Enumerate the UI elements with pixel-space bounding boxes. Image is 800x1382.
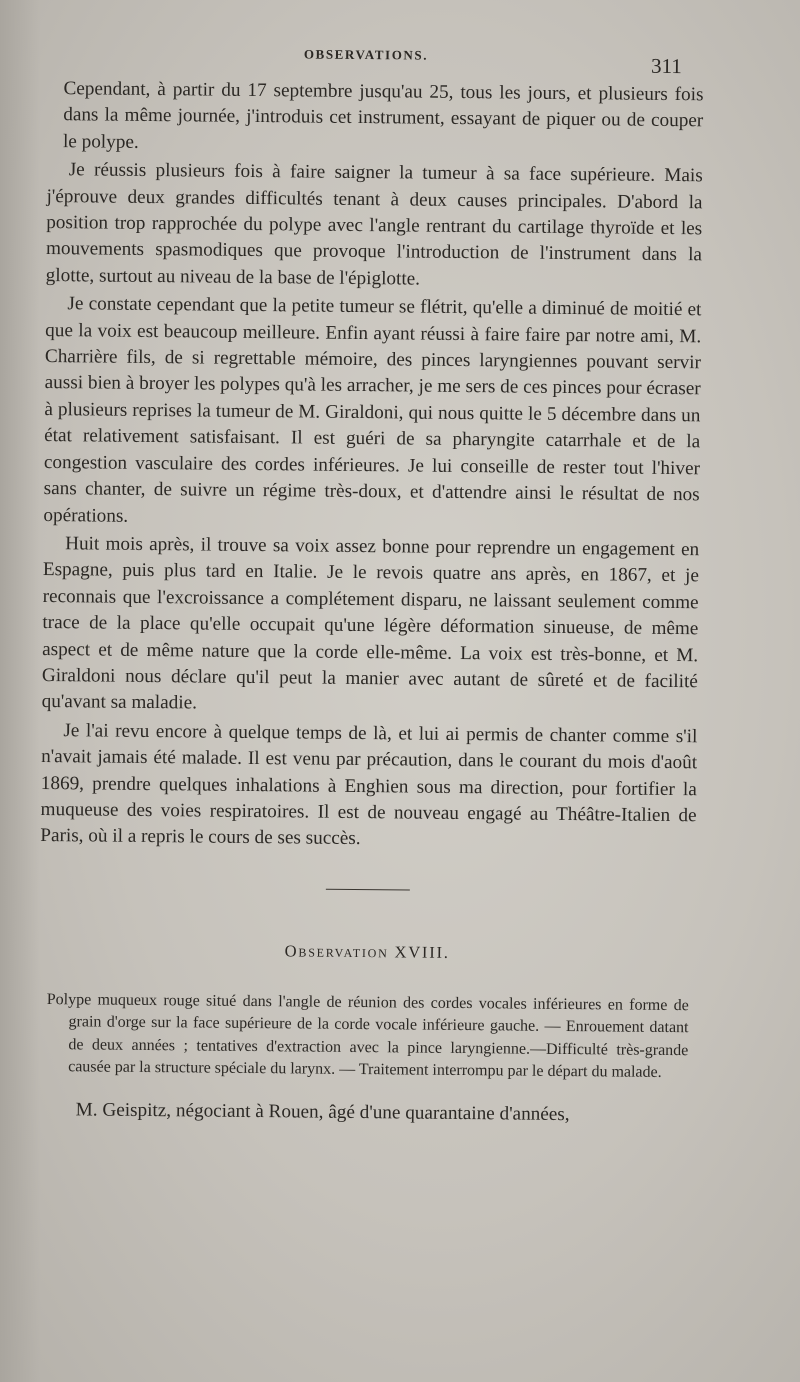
section-divider [326, 888, 410, 890]
running-title: OBSERVATIONS. [303, 46, 429, 63]
text-block [38, 40, 704, 1129]
paragraph-2: Je réussis plusieurs fois à faire saigner la tumeur à sa face supérieure. Mais j'éprouve deux grandes difficultés tenant à deux causes principales. D'abord la position trop rapprochée du polype avec l'angle rentrant du cartilage thyroïde et les mouvements spasmodiques que provoque l'introduction de l'instrument dans la glotte, surtout au niveau de la base de l'épiglotte. [45, 159, 703, 290]
observation-summary: Polype muqueux rouge situé dans l'angle de réunion des cordes vocales inférieures en forme de grain d'orge sur la face supérieure de la corde vocale inférieure gauche. — Enrouement datant de deux années ; tentatives d'extraction avec la pince laryngienne.—Difficulté très-grande causée par la structure spéciale du larynx. — Traitement interrompu par le départ du malade. [46, 990, 689, 1082]
observation-heading: Observation XVIII. [284, 941, 450, 962]
paragraph-3: Je constate cependant que la petite tumeur se flétrit, qu'elle a diminué de moitié et que la voix est beaucoup meilleure. Enfin ayant réussi à faire faire par notre ami, M. Charrière fils, de si regrettable mémoire, des pinces laryngiennes pouvant servir aussi bien à broyer les polypes qu'à les arracher, je me sers de ces pinces pour écraser à plusieurs reprises la tumeur de M. Giraldoni, qui nous quitte le 5 décembre dans un état relativement satisfaisant. Il est guéri de sa pharyngite catarrhale et de la congestion vasculaire des cordes inférieures. Je lui conseille de rester tout l'hiver sans chanter, de suivre un régime très-doux, et d'attendre ainsi le résultat de nos opérations. [43, 293, 702, 527]
observation-opening-line: M. Geispitz, négociant à Rouen, âgé d'une quarantaine d'années, [75, 1099, 570, 1125]
page-number: 311 [650, 53, 682, 79]
paragraph-1: Cependant, à partir du 17 septembre jusqu'au 25, tous les jours, et plusieurs fois dans la même journée, j'introduis cet instrument, essayant de piquer ou de couper le polype. [62, 78, 704, 153]
running-header [48, 40, 704, 82]
paragraph-4: Huit mois après, il trouve sa voix assez bonne pour reprendre un engagement en Espagne, puis plus tard en Italie. Je le revois quatre ans après, en 1867, et je reconnais que l'excroissance a complétement disparu, ne laissant seulement comme trace de la place qu'elle occupait qu'une légère déformation sinueuse, de même aspect et de même nature que la corde elle-même. La voix est très-bonne, et M. Giraldoni nous déclare qu'il peut la manier avec autant de sûreté et de facilité qu'avant sa maladie. [41, 533, 700, 714]
paragraph-5: Je l'ai revu encore à quelque temps de là, et lui ai permis de chanter comme s'il n'avait jamais été malade. Il est venu par précaution, dans le courant du mois d'août 1869, prendre quelques inhalations à Enghien sous ma direction, pour fortifier la muqueuse des voies respiratoires. Il est de nouveau engagé au Théâtre-Italien de Paris, où il a repris le cours de ses succès. [40, 719, 698, 850]
